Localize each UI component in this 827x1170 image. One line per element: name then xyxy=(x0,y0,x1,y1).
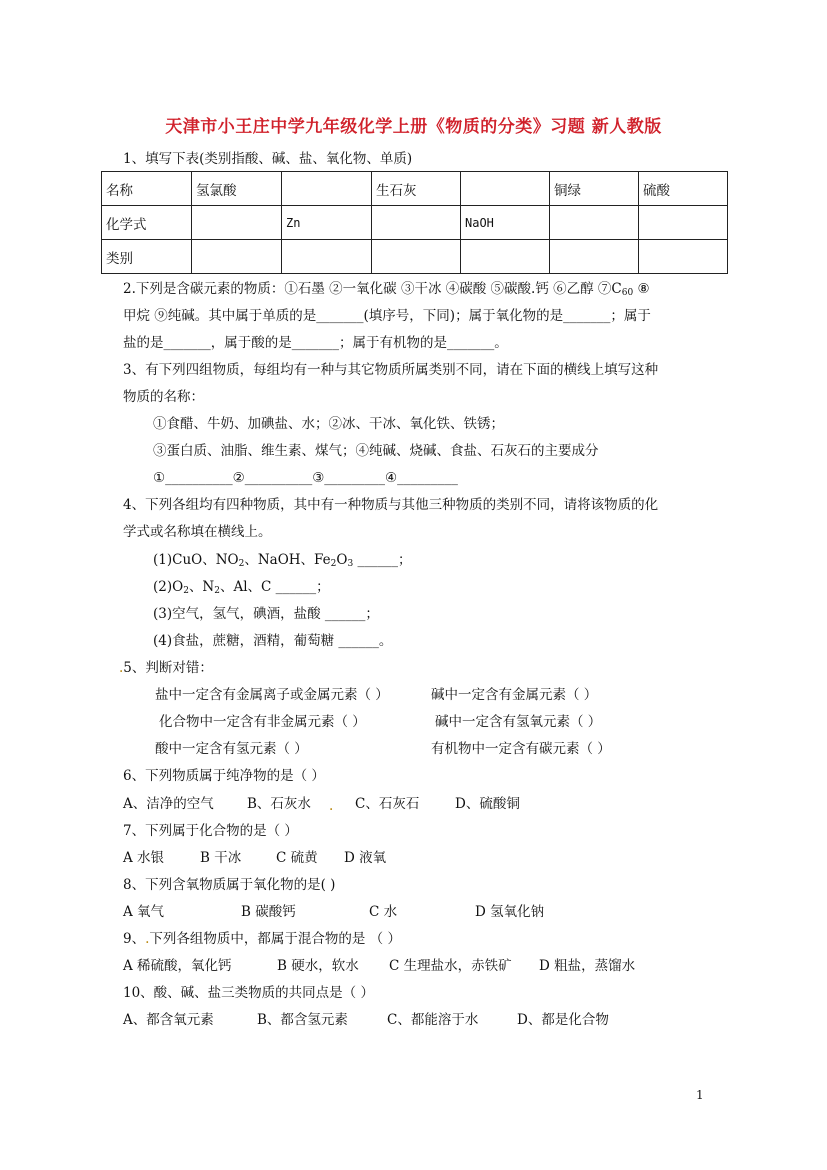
q4-item-2-text: 、N xyxy=(188,579,215,595)
table-row xyxy=(102,206,728,240)
q3-answer-blanks: ①__________②__________③_________④_________ xyxy=(153,470,458,486)
q6-option-a: A、洁净的空气 xyxy=(123,796,214,812)
table-cell xyxy=(192,206,282,240)
table-cell: 硫酸 xyxy=(639,172,728,206)
stray-dot: . xyxy=(119,660,124,676)
table-cell xyxy=(282,172,372,206)
q5-statement: 碱中一定含有金属元素（ ） xyxy=(431,687,598,703)
q4-item-1-text: ______； xyxy=(353,552,412,568)
table-cell xyxy=(639,206,728,240)
table-cell xyxy=(372,240,461,274)
subscript: 2 xyxy=(214,586,220,596)
q8-stem: 8、下列含氧物质属于氧化物的是( ) xyxy=(123,877,336,893)
q2-text-end: ⑧ xyxy=(633,281,650,297)
table-cell xyxy=(372,206,461,240)
q9-stem xyxy=(123,930,401,948)
table-cell: 类别 xyxy=(102,240,192,274)
q6-option-c: C、石灰石 xyxy=(355,796,420,812)
q5-statement: 酸中一定含有氢元素（ ） xyxy=(155,741,308,757)
q5-statement: 化合物中一定含有非金属元素（ ） xyxy=(159,714,366,730)
q6-option-b: B、石灰水 xyxy=(247,796,311,812)
q4-item-1-text: (1)CuO、NO xyxy=(153,552,239,568)
q4-item-1 xyxy=(153,551,412,573)
q3-line-2: 物质的名称： xyxy=(123,389,204,405)
q7-option-b: B 干冰 xyxy=(200,850,242,866)
q8-option-c: C 水 xyxy=(369,904,398,920)
q2-line-3: 盐的是_______，属于酸的是_______；属于有机物的是_______。 xyxy=(123,335,508,351)
q9-option-b: B 硬水，软水 xyxy=(277,958,359,974)
table-row xyxy=(102,172,728,206)
q4-item-2-text: 、Al、C ______； xyxy=(219,579,330,595)
q7-option-a: A 水银 xyxy=(123,850,165,866)
q8-option-d: D 氢氧化钠 xyxy=(475,904,545,920)
q9-stem-text: 下列各组物质中，都属于混合物的是 （ ） xyxy=(149,931,401,947)
table-cell xyxy=(461,240,550,274)
table-cell: 生石灰 xyxy=(372,172,461,206)
q10-option-c: C、都能溶于水 xyxy=(387,1012,479,1028)
q4-line-2: 学式或名称填在横线上。 xyxy=(123,524,272,540)
q4-item-1-text: O xyxy=(336,552,348,568)
q9-option-c: C 生理盐水，赤铁矿 xyxy=(389,958,512,974)
table-cell: 名称 xyxy=(102,172,192,206)
q8-option-a: A 氧气 xyxy=(123,904,165,920)
q6-stem: 6、下列物质属于纯净物的是（ ） xyxy=(123,768,325,784)
q6-option-d: D、硫酸铜 xyxy=(455,796,520,812)
subscript: 2 xyxy=(183,586,189,596)
q7-option-c: C 硫黄 xyxy=(276,850,318,866)
page-number: 1 xyxy=(696,1088,704,1102)
stray-dot: . xyxy=(329,798,334,814)
table-cell: NaOH xyxy=(461,206,550,240)
table-cell: 铜绿 xyxy=(550,172,639,206)
q4-line-1: 4、下列各组均有四种物质，其中有一种物质与其他三种物质的类别不同，请将该物质的化 xyxy=(123,497,659,513)
table-cell xyxy=(282,240,372,274)
table-row xyxy=(102,240,728,274)
subscript: 2 xyxy=(238,559,245,569)
q5-head-text: 5、判断对错： xyxy=(123,660,213,676)
table-cell: Zn xyxy=(282,206,372,240)
q3-line-1: 3、有下列四组物质，每组均有一种与其它物质所属类别不同，请在下面的横线上填写这种 xyxy=(123,362,659,378)
q10-option-b: B、都含氢元素 xyxy=(257,1012,348,1028)
q4-item-3: (3)空气，氢气，碘酒，盐酸 ______； xyxy=(153,606,379,622)
table-cell: 氢氯酸 xyxy=(192,172,282,206)
q5-statement: 有机物中一定含有碳元素（ ） xyxy=(431,741,611,757)
q7-stem: 7、下列属于化合物的是（ ） xyxy=(123,823,298,839)
q8-option-b: B 碳酸钙 xyxy=(241,904,296,920)
q4-item-1-text: 、NaOH、Fe xyxy=(244,552,331,568)
c60-subscript: 60 xyxy=(621,288,634,298)
q10-option-a: A、都含氧元素 xyxy=(123,1012,214,1028)
q2-line-1 xyxy=(123,280,650,302)
q10-option-d: D、都是化合物 xyxy=(517,1012,609,1028)
q4-item-2-text: (2)O xyxy=(153,579,184,595)
q1-table xyxy=(101,171,728,274)
stray-dot: . xyxy=(145,931,150,947)
q4-item-4: (4)食盐，蔗糖，酒精，葡萄糖 ______。 xyxy=(153,633,393,649)
table-cell xyxy=(639,240,728,274)
q5-statement: 碱中一定含有氢氧元素（ ） xyxy=(435,714,602,730)
q2-line-2: 甲烷 ⑨纯碱。其中属于单质的是_______(填序号，下同)；属于氧化物的是_______；属于 xyxy=(123,308,651,324)
q9-number: 9、 xyxy=(123,931,146,947)
table-cell: 化学式 xyxy=(102,206,192,240)
q1-prompt: 1、填写下表(类别指酸、碱、盐、氧化物、单质) xyxy=(123,151,413,167)
q4-item-2 xyxy=(153,578,330,600)
q7-option-d: D 液氧 xyxy=(344,850,387,866)
q9-option-a: A 稀硫酸，氧化钙 xyxy=(123,958,232,974)
q9-option-d: D 粗盐，蒸馏水 xyxy=(539,958,636,974)
q2-text: 2.下列是含碳元素的物质：①石墨 ②一氧化碳 ③干冰 ④碳酸 ⑤碳酸.钙 ⑥乙醇 ⑦C xyxy=(123,281,622,297)
q3-line-3: ①食醋、牛奶、加碘盐、水；②冰、干冰、氧化铁、铁锈； xyxy=(153,416,504,432)
q5-heading xyxy=(119,659,213,677)
page-title: 天津市小王庄中学九年级化学上册《物质的分类》习题 新人教版 xyxy=(165,117,662,137)
q10-stem: 10、酸、碱、盐三类物质的共同点是（ ） xyxy=(123,985,374,1001)
table-cell xyxy=(461,172,550,206)
table-cell xyxy=(550,240,639,274)
q5-statement: 盐中一定含有金属离子或金属元素（ ） xyxy=(155,687,389,703)
table-cell xyxy=(550,206,639,240)
subscript: 2 xyxy=(330,559,337,569)
q3-line-4: ③蛋白质、油脂、维生素、煤气；④纯碱、烧碱、食盐、石灰石的主要成分 xyxy=(153,443,599,459)
table-cell xyxy=(192,240,282,274)
subscript: 3 xyxy=(347,559,354,569)
